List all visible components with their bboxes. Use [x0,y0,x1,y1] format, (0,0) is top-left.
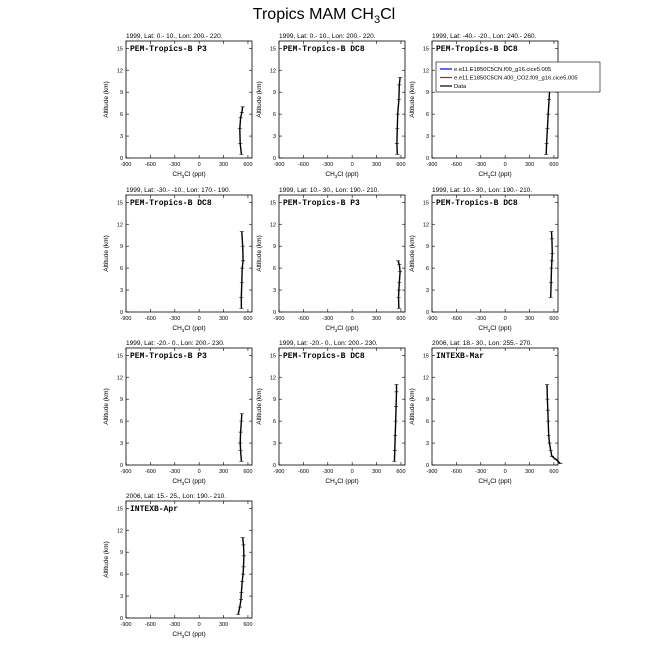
y-tick-label: 12 [422,68,429,75]
x-tick-label: 600 [549,469,559,475]
panel-header: 1999, Lat: -20.- 0., Lon: 200.- 230. [279,340,378,347]
y-tick-label: 9 [425,244,429,251]
panel-header: 1999, Lat: -30.- -10., Lon: 170.- 190. [126,187,231,194]
x-tick-label: 0 [197,469,201,475]
y-tick-label: 9 [119,550,123,557]
x-tick-label: 0 [350,162,354,168]
y-tick-label: 0 [425,156,429,162]
x-tick-label: -300 [322,469,334,475]
x-tick-label: -300 [475,469,487,475]
x-tick-label: -900 [273,316,285,322]
y-axis-label: Altitude (km) [103,81,110,118]
x-tick-label: -300 [475,162,487,168]
x-tick-label: 300 [524,316,535,322]
x-tick-label: 300 [371,162,382,168]
x-tick-label: 0 [503,469,507,475]
x-tick-label: 300 [371,469,382,475]
x-axis-label: $CH_3Cl$ (ppt) [172,171,206,179]
y-axis-label: Altitude (km) [256,235,263,272]
y-tick-label: 9 [272,397,276,404]
y-tick-label: 9 [272,244,276,251]
x-tick-label: -600 [297,162,309,168]
x-tick-label: 0 [197,622,201,628]
y-tick-label: 3 [119,134,123,141]
campaign-label: INTEXB-Mar [436,352,485,361]
y-tick-label: 6 [272,112,276,119]
x-tick-label: 300 [524,162,535,168]
y-tick-label: 0 [425,463,429,469]
y-tick-label: 15 [269,353,276,360]
x-tick-label: -900 [120,469,132,475]
plot-frame [432,41,558,158]
x-tick-label: -600 [450,316,462,322]
y-tick-label: 12 [422,222,429,229]
plot-frame [279,41,405,158]
y-tick-label: 15 [116,200,123,207]
x-axis-label: $CH_3Cl$ (ppt) [172,631,206,639]
x-tick-label: 300 [524,469,535,475]
y-tick-label: 6 [119,112,123,119]
y-tick-label: 15 [422,200,429,207]
x-tick-label: 600 [396,469,406,475]
x-axis-label: $CH_3Cl$ (ppt) [478,478,512,486]
y-tick-label: 6 [425,266,429,273]
panel-header: 1999, Lat: -20.- 0., Lon: 200.- 230. [126,340,225,347]
x-tick-label: -600 [297,316,309,322]
x-tick-label: -300 [169,469,181,475]
x-tick-label: 0 [350,469,354,475]
campaign-label: PEM-Tropics-B DC8 [130,199,212,208]
x-tick-label: -600 [144,622,156,628]
y-tick-label: 3 [272,441,276,448]
y-tick-label: 15 [116,46,123,53]
x-axis-label: $CH_3Cl$ (ppt) [172,325,206,333]
y-tick-label: 6 [272,266,276,273]
campaign-label: INTEXB-Apr [130,505,179,514]
figure-title: Tropics MAM $CH_3Cl$ [252,6,396,27]
legend [436,62,600,92]
y-axis-label: Altitude (km) [103,388,110,425]
panel-10 [103,493,253,639]
x-tick-label: -900 [120,162,132,168]
y-tick-label: 12 [269,222,276,229]
data-line [240,107,243,155]
y-tick-label: 9 [119,244,123,251]
x-tick-label: 300 [218,316,229,322]
y-tick-label: 0 [119,616,123,622]
plot-frame [126,195,252,312]
x-tick-label: 300 [218,622,229,628]
x-tick-label: 600 [549,316,559,322]
data-line [394,385,396,462]
legend-label: e.e11.E1850C5CN.400_CO2.f09_g16.cice5.005 [454,75,578,82]
campaign-label: PEM-Tropics-B DC8 [436,199,518,208]
y-tick-label: 12 [422,375,429,382]
x-tick-label: 0 [503,316,507,322]
y-tick-label: 9 [425,397,429,404]
x-tick-label: -600 [450,469,462,475]
panel-header: 2006, Lat: 18.- 30., Lon: 255.- 270. [432,340,533,347]
campaign-label: PEM-Tropics-B P3 [130,352,207,361]
y-tick-label: 6 [119,266,123,273]
panel-header: 1999, Lat: 0.- 10., Lon: 200.- 220. [126,33,223,40]
y-tick-label: 0 [272,463,276,469]
x-tick-label: 0 [197,316,201,322]
y-axis-label: Altitude (km) [409,235,416,272]
panel-8 [256,340,406,486]
x-tick-label: -300 [475,316,487,322]
data-line [398,261,400,309]
y-tick-label: 6 [272,419,276,426]
y-tick-label: 3 [272,134,276,141]
y-tick-label: 0 [272,156,276,162]
x-tick-label: -900 [426,316,438,322]
y-tick-label: 6 [119,572,123,579]
y-tick-label: 15 [422,353,429,360]
x-tick-label: -900 [273,469,285,475]
data-line [397,78,400,155]
x-tick-label: 600 [243,622,253,628]
y-axis-label: Altitude (km) [409,388,416,425]
x-tick-label: -900 [426,469,438,475]
x-tick-label: -600 [144,162,156,168]
y-tick-label: 9 [425,90,429,97]
panel-header: 1999, Lat: 0.- 10., Lon: 200.- 220. [279,33,376,40]
y-tick-label: 6 [425,419,429,426]
y-tick-label: 15 [269,46,276,53]
y-axis-label: Altitude (km) [103,541,110,578]
x-axis-label: $CH_3Cl$ (ppt) [325,325,359,333]
y-tick-label: 0 [119,463,123,469]
y-tick-label: 6 [119,419,123,426]
panel-header: 2006, Lat: 15.- 25., Lon: 190.- 210. [126,493,227,500]
y-tick-label: 0 [425,310,429,316]
y-tick-label: 12 [269,375,276,382]
x-axis-label: $CH_3Cl$ (ppt) [325,171,359,179]
y-tick-label: 3 [119,441,123,448]
x-tick-label: 300 [371,316,382,322]
plot-frame [279,348,405,465]
y-tick-label: 0 [119,156,123,162]
y-tick-label: 9 [119,90,123,97]
y-tick-label: 15 [116,506,123,513]
y-axis-label: Altitude (km) [256,388,263,425]
legend-label: e.e11.E1850C5CN.f09_g16.cice5.005 [454,67,552,73]
y-tick-label: 12 [116,528,123,535]
y-tick-label: 12 [116,375,123,382]
y-tick-label: 3 [425,288,429,295]
panel-header: 1999, Lat: -40.- -20., Lon: 240.- 260. [432,33,537,40]
campaign-label: PEM-Tropics-B DC8 [283,45,365,54]
campaign-label: PEM-Tropics-B DC8 [283,352,365,361]
panel-3 [409,33,600,179]
plot-frame [432,348,558,465]
y-axis-label: Altitude (km) [256,81,263,118]
plot-frame [279,195,405,312]
campaign-label: PEM-Tropics-B DC8 [436,45,518,54]
x-tick-label: 0 [503,162,507,168]
campaign-label: PEM-Tropics-B P3 [130,45,207,54]
x-tick-label: -900 [120,316,132,322]
x-tick-label: 300 [218,469,229,475]
y-tick-label: 0 [119,310,123,316]
data-line [241,232,243,309]
y-tick-label: 12 [116,68,123,75]
panel-4 [103,187,253,333]
panel-9 [409,340,562,486]
y-tick-label: 9 [119,397,123,404]
x-axis-label: $CH_3Cl$ (ppt) [478,171,512,179]
y-tick-label: 3 [425,441,429,448]
y-tick-label: 9 [272,90,276,97]
y-tick-label: 12 [269,68,276,75]
x-tick-label: -300 [169,622,181,628]
y-tick-label: 15 [422,46,429,53]
y-tick-label: 15 [269,200,276,207]
data-line [551,232,553,298]
x-axis-label: $CH_3Cl$ (ppt) [172,478,206,486]
x-tick-label: -900 [120,622,132,628]
x-tick-label: -300 [169,162,181,168]
y-tick-label: 3 [119,594,123,601]
plot-frame [126,501,252,618]
x-tick-label: -900 [273,162,285,168]
x-tick-label: -600 [297,469,309,475]
x-tick-label: -600 [450,162,462,168]
x-tick-label: -900 [426,162,438,168]
x-tick-label: 600 [243,469,253,475]
panel-5 [256,187,406,333]
x-tick-label: 0 [350,316,354,322]
x-tick-label: -600 [144,469,156,475]
plot-frame [432,195,558,312]
y-tick-label: 0 [272,310,276,316]
x-tick-label: -300 [322,316,334,322]
y-axis-label: Altitude (km) [409,81,416,118]
y-tick-label: 3 [425,134,429,141]
x-tick-label: -600 [144,316,156,322]
legend-label: Data [454,84,467,90]
plot-frame [126,348,252,465]
x-tick-label: 600 [396,316,406,322]
y-tick-label: 15 [116,353,123,360]
plot-frame [126,41,252,158]
y-axis-label: Altitude (km) [103,235,110,272]
x-axis-label: $CH_3Cl$ (ppt) [325,478,359,486]
x-tick-label: 600 [243,162,253,168]
x-tick-label: 600 [396,162,406,168]
x-axis-label: $CH_3Cl$ (ppt) [478,325,512,333]
panel-header: 1999, Lat: 10.- 30., Lon: 190.- 210. [432,187,533,194]
panel-1 [103,33,253,179]
panel-header: 1999, Lat: 10.- 30., Lon: 190.- 210. [279,187,380,194]
campaign-label: PEM-Tropics-B P3 [283,199,360,208]
y-tick-label: 12 [116,222,123,229]
x-tick-label: 600 [243,316,253,322]
data-line [238,538,244,615]
y-tick-label: 3 [119,288,123,295]
panel-2 [256,33,406,179]
y-tick-label: 3 [272,288,276,295]
x-tick-label: -300 [169,316,181,322]
panel-6 [409,187,559,333]
x-tick-label: 0 [197,162,201,168]
panel-7 [103,340,253,486]
x-tick-label: 300 [218,162,229,168]
x-tick-label: -300 [322,162,334,168]
y-tick-label: 6 [425,112,429,119]
x-tick-label: 600 [549,162,559,168]
